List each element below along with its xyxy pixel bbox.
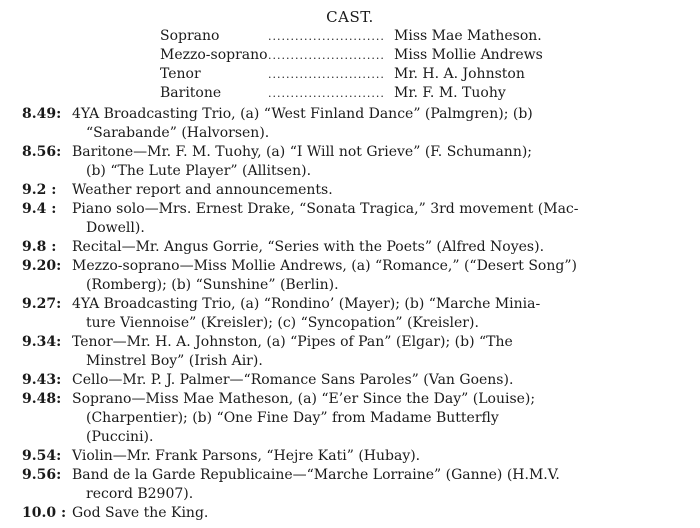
program-line: (Romberg); (b) “Sunshine” (Berlin). [86, 277, 339, 293]
program-line: Band de la Garde Republicaine—“Marche Lorraine” (Ganne) (H.M.V. [72, 467, 560, 483]
program-entry [22, 504, 682, 523]
program-time: 10.0 : [22, 505, 67, 521]
cast-name: Mr. H. A. Johnston [394, 66, 525, 82]
program-entry [22, 447, 682, 466]
program-description [72, 466, 682, 504]
program-entry [22, 143, 682, 181]
cast-name: Miss Mollie Andrews [394, 47, 543, 63]
program-time: 9.27: [22, 296, 62, 312]
program-line: Soprano—Miss Mae Matheson, (a) “E’er Since the Day” (Louise); [72, 391, 536, 407]
program-entry [22, 390, 682, 447]
program-description [72, 333, 682, 371]
program-line: God Save the King. [72, 505, 209, 521]
program-line: Cello—Mr. P. J. Palmer—“Romance Sans Paroles” (Van Goens). [72, 372, 514, 388]
cast-role: Baritone [160, 85, 222, 101]
program-line: Weather report and announcements. [72, 182, 333, 198]
program-description [72, 200, 682, 238]
program-entry [22, 257, 682, 295]
dot-leader: .......................... [268, 30, 385, 43]
program-time: 9.34: [22, 334, 62, 350]
program-line: Recital—Mr. Angus Gorrie, “Series with the Poets” (Alfred Noyes). [72, 239, 545, 255]
program-entry [22, 238, 682, 257]
dot-leader: .......................... [268, 49, 385, 62]
program-description [72, 238, 682, 257]
program-entry [22, 105, 682, 143]
program-time: 9.56: [22, 467, 62, 483]
program-time: 9.43: [22, 372, 62, 388]
program-description [72, 371, 682, 390]
program-line: record B2907). [86, 486, 194, 502]
program-description [72, 447, 682, 466]
program-entry [22, 333, 682, 371]
program-line: (b) “The Lute Player” (Allitsen). [86, 163, 312, 179]
cast-role: Soprano [160, 28, 220, 44]
program-time: 9.20: [22, 258, 62, 274]
cast-role: Tenor [160, 66, 201, 82]
program-description [72, 181, 682, 200]
cast-row [160, 28, 600, 47]
program-time: 8.49: [22, 106, 62, 122]
program-line: (Puccini). [86, 429, 154, 445]
program-description [72, 257, 682, 295]
program-entry [22, 466, 682, 504]
cast-row [160, 85, 600, 104]
cast-name: Mr. F. M. Tuohy [394, 85, 506, 101]
program-line: Mezzo-soprano—Miss Mollie Andrews, (a) “Romance,” (“Desert Song”) [72, 258, 577, 274]
dot-leader: .......................... [268, 87, 385, 100]
program-entry [22, 371, 682, 390]
program-description [72, 390, 682, 447]
program-time: 9.48: [22, 391, 62, 407]
cast-row [160, 47, 600, 66]
program-entry [22, 200, 682, 238]
program-entry [22, 295, 682, 333]
program-description [72, 105, 682, 143]
dot-leader: .......................... [268, 68, 385, 81]
program-line: Dowell). [86, 220, 145, 236]
cast-role: Mezzo-soprano [160, 47, 268, 63]
program-line: “Sarabande” (Halvorsen). [86, 125, 270, 141]
program-line: Piano solo—Mrs. Ernest Drake, “Sonata Tragica,” 3rd movement (Mac- [72, 201, 579, 217]
program-list [22, 105, 682, 523]
program-line: Tenor—Mr. H. A. Johnston, (a) “Pipes of Pan” (Elgar); (b) “The [72, 334, 513, 350]
program-description [72, 504, 682, 523]
cast-row [160, 66, 600, 85]
program-description [72, 295, 682, 333]
program-description [72, 143, 682, 181]
program-line: Baritone—Mr. F. M. Tuohy, (a) “I Will not Grieve” (F. Schumann); [72, 144, 533, 160]
program-line: Minstrel Boy” (Irish Air). [86, 353, 263, 369]
cast-title: CAST. [326, 8, 374, 26]
program-entry [22, 181, 682, 200]
program-line: ture Viennoise” (Kreisler); (c) “Syncopation” (Kreisler). [86, 315, 479, 331]
program-line: 4YA Broadcasting Trio, (a) “West Finland Dance” (Palmgren); (b) [72, 106, 533, 122]
cast-table [160, 28, 600, 104]
program-line: (Charpentier); (b) “One Fine Day” from Madame Butterfly [86, 410, 499, 426]
program-time: 9.4 : [22, 201, 57, 217]
program-time: 9.2 : [22, 182, 57, 198]
program-line: 4YA Broadcasting Trio, (a) “Rondino’ (Mayer); (b) “Marche Minia- [72, 296, 541, 312]
program-time: 8.56: [22, 144, 62, 160]
program-line: Violin—Mr. Frank Parsons, “Hejre Kati” (Hubay). [72, 448, 421, 464]
program-time: 9.54: [22, 448, 62, 464]
cast-name: Miss Mae Matheson. [394, 28, 542, 44]
program-time: 9.8 : [22, 239, 57, 255]
